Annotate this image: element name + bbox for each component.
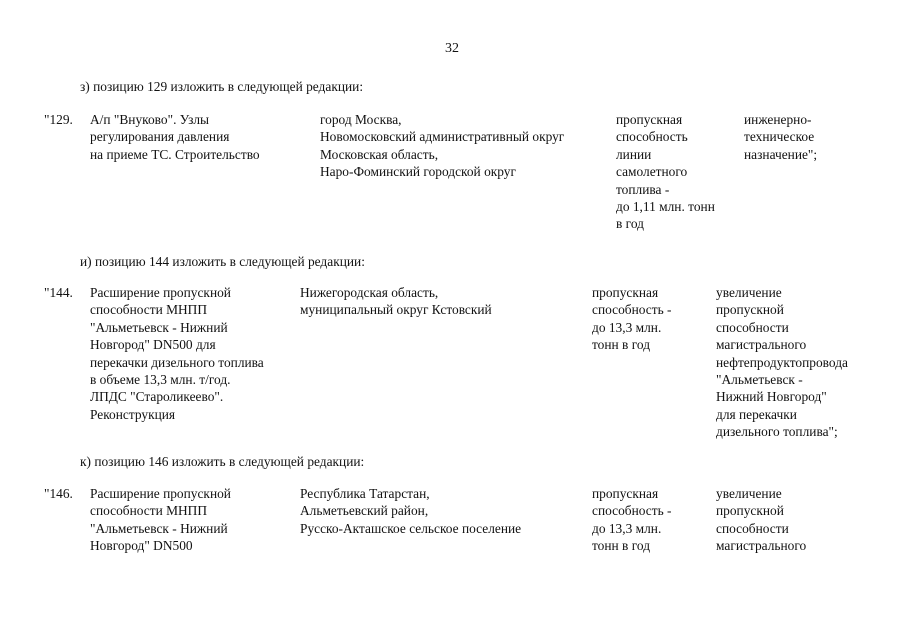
entry-object-name: А/п "Внуково". Узлы регулирования давления на приеме ТС. Строительство: [90, 112, 260, 162]
page-number: 32: [445, 41, 459, 56]
entry-capacity: пропускная способность - до 13,3 млн. тонн в год: [592, 486, 672, 554]
entry-number: "146.: [44, 486, 73, 501]
entry-purpose: увеличение пропускной способности магистрального нефтепродуктопровода "Альметьевск - Нижний Новгород" для перекачки дизельного топлива";: [716, 285, 848, 440]
entry-purpose: увеличение пропускной способности магистрального: [716, 486, 807, 554]
section-intro: к) позицию 146 изложить в следующей редакции:: [80, 454, 365, 469]
entry-object-name: Расширение пропускной способности МНПП "Альметьевск - Нижний Новгород" DN500: [90, 486, 231, 554]
entry-location: Нижегородская область, муниципальный округ Кстовский: [300, 285, 492, 318]
entry-location: Республика Татарстан, Альметьевский район, Русско-Акташское сельское поселение: [300, 486, 522, 536]
entry-capacity: пропускная способность линии самолетного топлива - до 1,11 млн. тонн в год: [616, 112, 715, 232]
entry-object-name: Расширение пропускной способности МНПП "Альметьевск - Нижний Новгород" DN500 для перекачки дизельного топлива в объеме 13,3 млн. т/год. ЛПДС "Староликеево". Реконструкция: [90, 285, 264, 422]
entry-number: "129.: [44, 112, 73, 127]
section-intro: и) позицию 144 изложить в следующей редакции:: [80, 254, 365, 269]
entry-purpose: инженерно- техническое назначение";: [744, 112, 818, 162]
entry-location: город Москва, Новомосковский административный округ Московская область, Наро-Фоминский городской округ: [320, 112, 565, 180]
entry-number: "144.: [44, 285, 73, 300]
section-intro: з) позицию 129 изложить в следующей редакции:: [80, 79, 364, 94]
entry-capacity: пропускная способность - до 13,3 млн. тонн в год: [592, 285, 672, 353]
